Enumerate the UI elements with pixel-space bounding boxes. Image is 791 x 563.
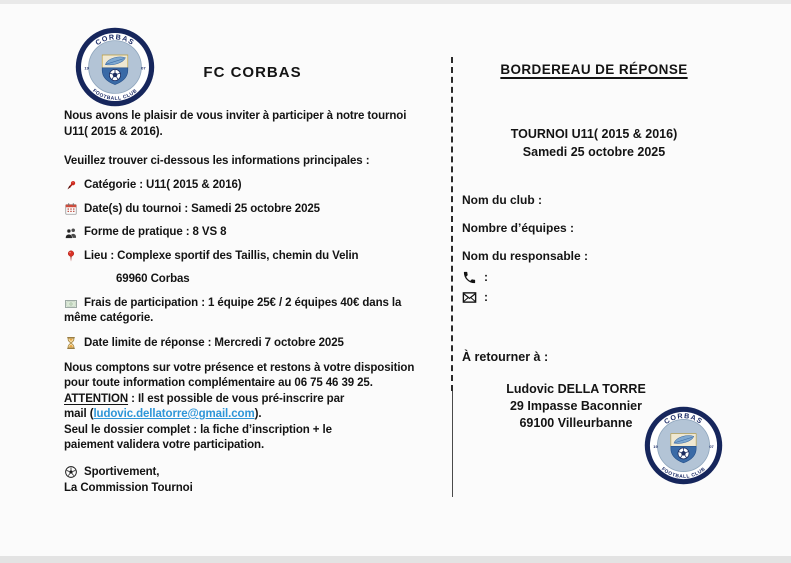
field-manager-name: Nom du responsable : (462, 249, 589, 263)
club-logo-bottom (644, 406, 723, 485)
tournament-date: Samedi 25 octobre 2025 (522, 145, 666, 159)
item-forme-text: Forme de pratique : 8 VS 8 (84, 226, 227, 238)
field-email (462, 288, 726, 306)
form-fields (462, 192, 726, 306)
soccer-ball-icon (64, 465, 78, 479)
column-divider-dashed (451, 57, 453, 391)
closing-paragraph (64, 361, 448, 454)
signoff-row (64, 465, 448, 480)
field-team-count: Nombre d’équipes : (462, 221, 575, 235)
column-divider-solid (452, 391, 453, 497)
mail-suffix: ). (254, 408, 262, 420)
mail-prefix: mail ( (64, 408, 94, 420)
intro-paragraph (64, 109, 448, 140)
field-club-name: Nom du club : (462, 193, 542, 207)
item-date (64, 202, 448, 217)
item-frais (64, 296, 448, 311)
intro-line-2: U11( 2015 & 2016). (64, 125, 163, 138)
attention-rest: : Il est possible de vous pré-inscrire par (128, 392, 345, 405)
email-link[interactable]: ludovic.dellatorre@gmail.com (93, 408, 255, 420)
scan-edge-bottom (0, 556, 791, 563)
field-phone-colon: : (484, 270, 488, 284)
intro-line-1: Nous avons le plaisir de vous inviter à participer à notre tournoi (64, 110, 407, 122)
dossier-line-2: paiement validera votre participation. (64, 439, 265, 451)
return-heading: À retourner à : (462, 350, 549, 364)
item-frais-text-2: même catégorie. (64, 312, 154, 324)
pushpin-icon (64, 179, 78, 193)
hourglass-icon (64, 336, 78, 350)
field-phone (462, 268, 726, 286)
form-title: BORDEREAU DE RÉPONSE (500, 62, 688, 77)
item-lieu-text: Lieu : Complexe sportif des Taillis, chemin du Velin (84, 249, 359, 262)
item-categorie-text: Catégorie : U11( 2015 & 2016) (84, 179, 242, 191)
field-email-colon: : (484, 290, 488, 304)
tournament-name: TOURNOI U11( 2015 & 2016) (510, 127, 678, 141)
closing-line-1: Nous comptons sur votre présence et restons à votre disposition (64, 361, 415, 374)
item-forme (64, 225, 448, 240)
location-pin-icon (64, 249, 78, 263)
address-name: Ludovic DELLA TORRE (506, 382, 646, 396)
envelope-icon (462, 290, 477, 305)
response-form (462, 62, 726, 432)
mail-line (64, 407, 448, 423)
item-lieu (64, 249, 448, 264)
item-frais-text-1: Frais de participation : 1 équipe 25€ / 2 équipes 40€ dans la (84, 297, 402, 309)
address-street: 29 Impasse Baconnier (509, 399, 642, 413)
item-date-text: Date(s) du tournoi : Samedi 25 octobre 2025 (84, 202, 320, 215)
attention-label: ATTENTION (64, 392, 129, 405)
item-lieu-city: 69960 Corbas (116, 272, 190, 285)
item-limite (64, 336, 448, 351)
address-city: 69100 Villeurbanne (519, 416, 633, 430)
item-categorie (64, 178, 448, 193)
banknote-icon (64, 297, 78, 311)
scan-edge-top (0, 0, 791, 4)
dossier-line-1: Seul le dossier complet : la fiche d’inscription + le (64, 423, 332, 436)
closing-line-2: pour toute information complémentaire au 06 75 46 39 25. (64, 377, 373, 389)
signature: La Commission Tournoi (64, 481, 193, 494)
invitation-letter (64, 109, 448, 496)
signoff-text: Sportivement, (84, 465, 160, 478)
page-title: FC CORBAS (203, 64, 302, 81)
phone-receiver-icon (462, 270, 477, 285)
info-heading: Veuillez trouver ci-dessous les informations principales : (64, 155, 370, 167)
item-limite-text: Date limite de réponse : Mercredi 7 octobre 2025 (84, 336, 344, 349)
people-icon (64, 226, 78, 240)
calendar-icon (64, 202, 78, 216)
attention-line (64, 392, 448, 408)
